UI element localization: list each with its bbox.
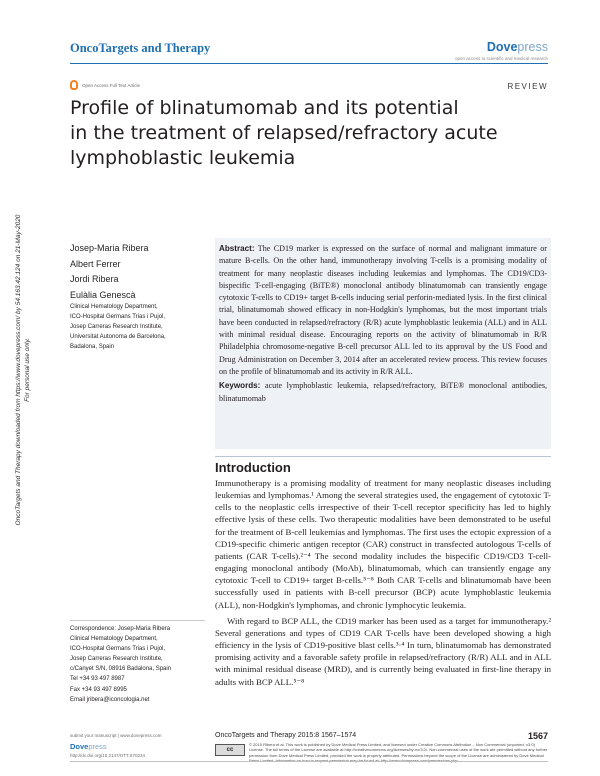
footer-rule: [70, 761, 548, 762]
correspondence-line: Correspondence: Josep-Maria Ribera: [70, 626, 171, 632]
footer-dove: Dove: [70, 742, 89, 751]
publisher-logo[interactable]: [487, 40, 548, 54]
keywords-label: Keywords:: [219, 381, 261, 391]
footer-citation: OncoTargets and Therapy 2015:8 1567–1574: [215, 732, 357, 739]
title-line: in the treatment of relapsed/refractory acute: [70, 122, 498, 144]
footer-publisher-logo[interactable]: [70, 742, 107, 751]
keywords-paragraph: [219, 380, 547, 405]
open-lock-icon: [70, 80, 78, 90]
open-access-text: Open Access Full Text Article: [82, 82, 140, 88]
license-text: © 2015 Ribera et al. This work is published by Dove Medical Press Limited, and licensed under Creative Commons Attribution – Non Commercial (unported, v3.0) License. The full terms of the License are available at http://creativecommons.org/licenses/by-nc/3.0/. Non-commercial uses of the work are permitted without any further permission from Dove Medical Press Limited, provided the work is properly attributed. Permissions beyond the scope of the License are administered by Dove Medical: [249, 742, 548, 758]
author-list: [70, 241, 149, 303]
abstract-paragraph: [219, 243, 547, 378]
journal-name[interactable]: OncoTargets and Therapy: [70, 41, 211, 55]
abstract-box: [215, 238, 551, 449]
affiliation-line: Universitat Autonoma de Barcelona,: [70, 334, 166, 340]
correspondence-line: Fax +34 93 497 8995: [70, 686, 127, 693]
page-number: 1567: [527, 731, 548, 741]
abstract-text: The CD19 marker is expressed on the surface of normal and malignant immature or mature B-cells. On the other hand, immunotherapy involving T-cells is a promising modality of treatment for many neoplastic diseases including leukemias and lymphomas. The CD19/CD3-bispecific T-cell-engaging (BiTE®) monoclonal antibody blinatumomab can transiently engage cytotoxic T-cells to CD19+ target B-cells inducing serial perforin-mediated lysis. In the first clinical trial, blinatumomab showed efficacy in non-Hodgkin's lymphomas, but the most important trials have been conducted in relapsed/refractory (R/R) acute lymphoblastic leukemia (ALL) and in ALL with minimal residual disease. Encouraging reports on the activity of blinatumomab in R/R Philadelphia chromosome-negative B-cell precursor ALL led to its approval by the US Food and Drug Administration on December 3, 2014 after an accelerated review process. This review focuses on the profile of blinatumomab and its activity in R/R ALL.: [219, 244, 547, 376]
open-access-label: [70, 80, 140, 90]
author-name: Josep-Maria Ribera: [70, 243, 149, 253]
affiliation-line: Badalona, Spain: [70, 344, 115, 350]
correspondence: [70, 620, 205, 705]
article-type: REVIEW: [507, 82, 548, 91]
correspondence-email[interactable]: Email jribera@iconcologia.net: [70, 696, 150, 703]
affiliation-line: Josep Carreras Research Institute,: [70, 324, 163, 330]
correspondence-line: c/Canyet S/N, 08916 Badalona, Spain: [70, 666, 172, 673]
correspondence-line: Josep Carreras Research Institute,: [70, 656, 163, 663]
author-name: Jordi Ribera: [70, 274, 119, 284]
title-line: lymphoblastic leukemia: [70, 147, 296, 169]
author-name: Albert Ferrer: [70, 258, 121, 269]
keywords-text: acute lymphoblastic leukemia, relapsed/refractory, BiTE® monoclonal antibodies, blinatumomab: [219, 381, 547, 403]
introduction-heading: Introduction: [215, 460, 291, 475]
affiliation: [70, 302, 205, 352]
header-rule: [70, 63, 548, 64]
intro-paragraph: With regard to BCP ALL, the CD19 marker has been used as a target for immunotherapy.² Several generations and types of CD19 CAR T-cells have been developed showing a high efficiency in the lysis of CD19-positive blast cells.³·⁴ In turn, blinatumomab has demonstrated promising activity and a favorable safety profile in relapsed/refractory (R/R) ALL and in ALL with minimal residual disease (MRD), and is currently being evaluated in first-line therapy in adults with BCP ALL.⁵⁻⁸: [215, 615, 551, 687]
affiliation-line: ICO-Hospital Germans Trias i Pujol,: [70, 314, 166, 320]
intro-paragraph: Immunotherapy is a promising modality of treatment for many neoplastic diseases including leukemias and lymphomas.¹ Among the several strategies used, the engagement of cytotoxic T-cells to the neoplastic cells irrespective of their T-cell receptor specificity has led to highly effective lysis of these cells. Two therapeutic modalities have been demonstrated to be useful for the treatment of B-cell leukemias and lymphomas. The first uses the ectopic expression of a CD19-specific chimeric antigen receptor (CAR) construct in transfected autologous T-cells of patients (CAR T-cells).²⁻⁴ The second modality includes the bispecific CD19/CD3 T-cell-engaging monoclonal antibody (MoAb), blinatumomab, which can transiently engage any cytotoxic T-cell to CD19+ target B-cells.⁵⁻⁸ Both CAR T-cells and blinatumomab have been successfully used in patients with B-cell precursor (BCP) acute lymphoblastic leukemia (ALL), non-Hodgkin's lymphomas, and chronic lymphocytic leukemia.: [215, 478, 551, 610]
creative-commons-icon[interactable]: cc: [215, 744, 245, 756]
download-stamp-line: OncoTargets and Therapy downloaded from https://www.dovepress.com/ by 54.163.42.124 on 21-May-2020: [15, 214, 22, 526]
abstract-label: Abstract:: [219, 244, 255, 253]
download-stamp: [14, 160, 42, 580]
footer-press: press: [88, 742, 107, 751]
affiliation-line: Clinical Hematology Department,: [70, 304, 158, 310]
title-line: Profile of blinatumomab and its potential: [70, 97, 459, 119]
correspondence-line: Clinical Hematology Department,: [70, 636, 158, 643]
section-rule: [215, 456, 551, 457]
correspondence-line: ICO-Hospital Germans Trias i Pujol,: [70, 646, 166, 653]
correspondence-line: Tel +34 93 497 8987: [70, 676, 125, 683]
publisher-press: press: [517, 40, 548, 54]
author-name: Eulàlia Genescà: [70, 289, 136, 300]
doi-link[interactable]: http://dx.doi.org/10.2147/OTT.S70234: [70, 753, 146, 758]
publisher-tagline: open access to scientific and medical research: [454, 56, 548, 61]
introduction-body: [215, 477, 551, 688]
submit-manuscript-link[interactable]: submit your manuscript | www.dovepress.com: [70, 733, 162, 738]
download-stamp-line: For personal use only.: [24, 338, 31, 402]
publisher-dove: Dove: [486, 40, 518, 54]
article-title: [70, 96, 560, 171]
